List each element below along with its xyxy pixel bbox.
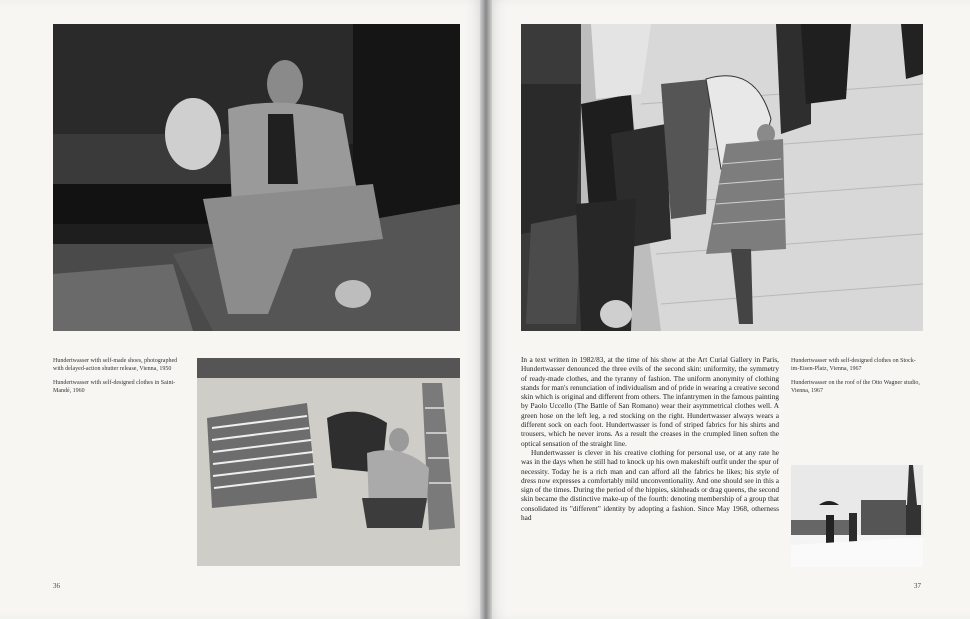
left-captions	[53, 357, 183, 401]
book-gutter	[480, 0, 492, 619]
caption-self-made-shoes: Hundertwasser with self-made shoes, photographed with delayed-action shutter release, Vienna, 1950	[53, 358, 178, 372]
article-body	[521, 355, 779, 575]
photo-self-made-shoes	[53, 24, 460, 331]
right-captions	[791, 357, 923, 401]
photo-clothes-saint-mande	[197, 358, 460, 566]
photo-self-made-shoes-image	[53, 24, 460, 331]
caption-otto-wagner-roof: Hundertwasser on the roof of the Otto Wagner studio, Vienna, 1967	[791, 380, 920, 394]
photo-clothes-saint-mande-image	[197, 358, 460, 566]
photo-stock-im-eisen-platz	[521, 24, 923, 331]
photo-otto-wagner-roof-image	[791, 465, 923, 567]
caption-saint-mande: Hundertwasser with self-designed clothes in Saint-Mandé, 1960	[53, 380, 176, 394]
page-number-left: 36	[53, 582, 60, 590]
caption-stock-im-eisen-platz: Hundertwasser with self-designed clothes on Stock-im-Eisen-Platz, Vienna, 1967	[791, 358, 916, 372]
body-paragraph-2: Hundertwasser is clever in his creative clothing for personal use, or at any rate he was in the days when he still had to knock up his own makeshift outfit under the spur of necessity. Today he is a rich man and can afford all the fabrics he likes; his style of dress now expresses a comfortably mild unconventionality. And one should see in this a sign of the times. During the period of the hippies, skinheads or drag queens, the second skin became the distinctive make-up of the fourth: denoting membership of a group that consolidated its "different" identity by adopting a fashion. Since May 1968, otherness had	[521, 447, 779, 523]
page-number-right: 37	[914, 582, 921, 590]
body-paragraph-1: In a text written in 1982/83, at the time of his show at the Art Curial Gallery in Paris, Hundertwasser denounced the three evils of the second skin: uniformity, the symmetry of ready-made clothes, and the tyranny of fashion. The uniform anonymity of clothing stands for man's renunciation of individualism and of pride in wearing a creative second skin which is original and different from others. The infantrymen in the famous painting by Paolo Uccello (The Battle of San Romano) wear their asymmetrical clothes well. A green hose on the left leg, a red stocking on the right. Hundertwasser always wears a different sock on each foot. Hundertwasser is fond of striped fabrics for his shirts and trousers, which he never irons. As a result the creases in the crumpled linen soften the optical sensation of the straight line.	[521, 355, 779, 448]
photo-stock-im-eisen-platz-image	[521, 24, 923, 331]
photo-otto-wagner-roof	[791, 465, 923, 567]
